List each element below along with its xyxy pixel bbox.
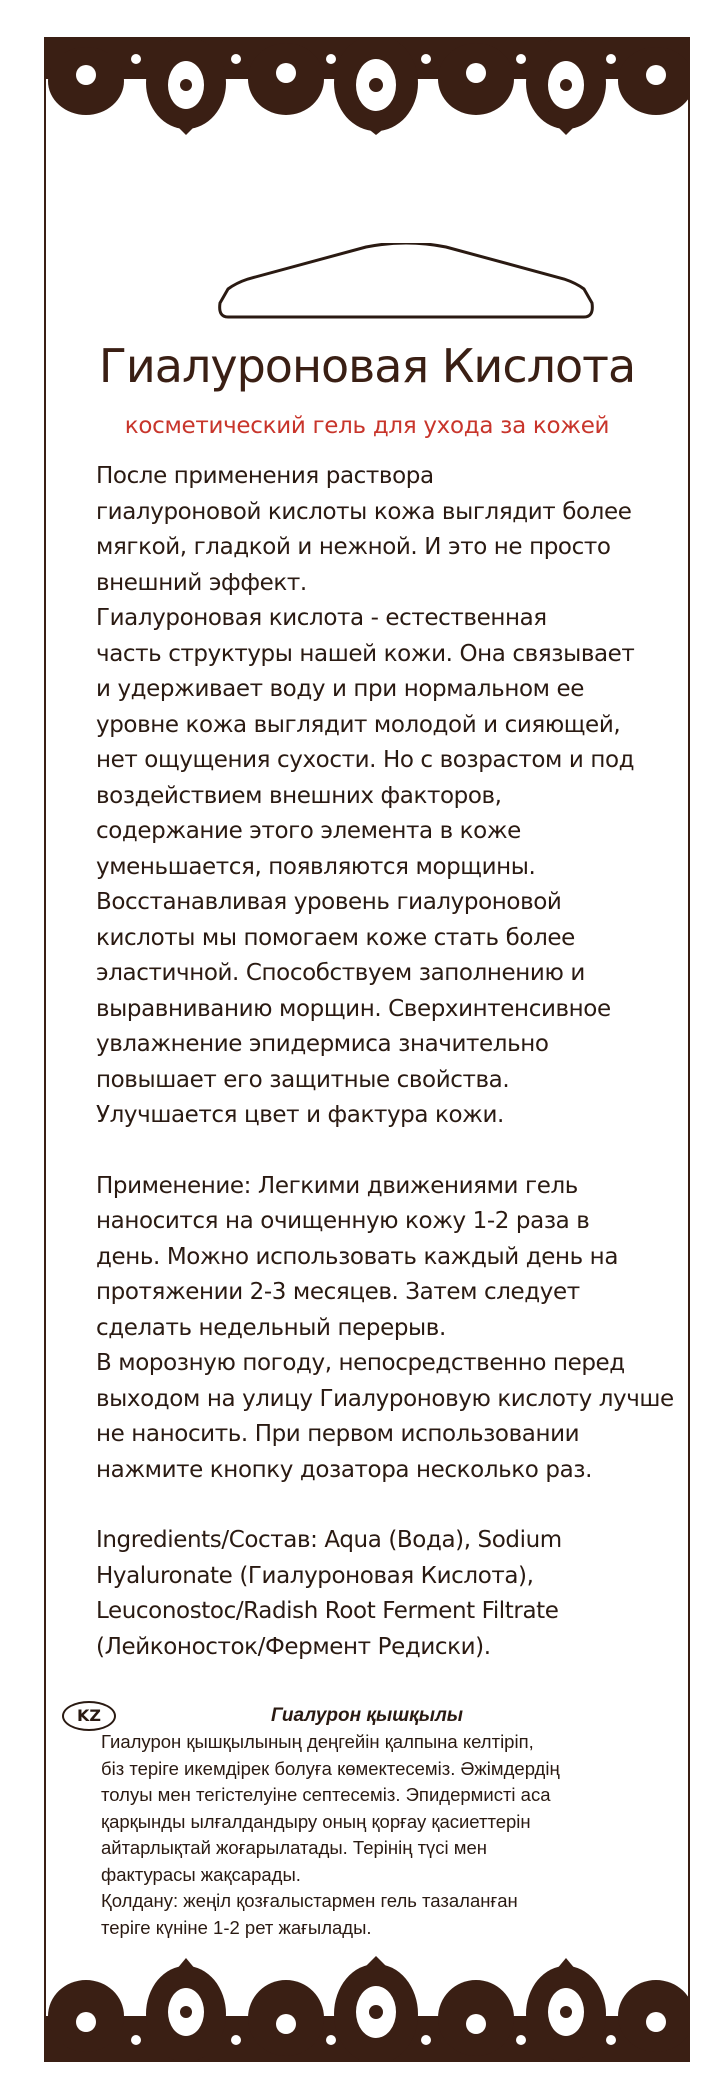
hang-hole <box>216 243 596 329</box>
text-line: уменьшается, появляются морщины. <box>96 853 536 880</box>
text-line: фактурасы жақсарады. <box>101 1863 301 1885</box>
text-line: сделать недельный перерыв. <box>96 1314 446 1341</box>
kazakh-text <box>101 1729 671 1941</box>
text-line: уровне кожа выглядит молодой и сияющей, <box>96 711 621 738</box>
text-line: не наносить. При первом использовании <box>96 1421 580 1447</box>
text-line: воздействием внешних факторов, <box>96 782 502 809</box>
text-line: біз теріге икемдірек болуға көмектесеміз. Әжімдердің <box>101 1757 560 1779</box>
description-block <box>96 459 681 1134</box>
text-line: Восстанавливая уровень гиалуроновой <box>96 889 562 915</box>
text-line: повышает его защитные свойства. <box>96 1066 510 1093</box>
text-line: Гиалуроновая кислота - естественная <box>96 605 547 631</box>
text-line: После применения раствора <box>96 463 434 489</box>
text-line: внешний эффект. <box>96 569 307 596</box>
lace-border-top <box>46 39 688 135</box>
paragraph-gap <box>96 1134 681 1169</box>
lace-border-bottom <box>46 1954 688 2060</box>
text-line: наносится на очищенную кожу 1-2 раза в <box>96 1208 590 1234</box>
text-line: нажмите кнопку дозатора несколько раз. <box>96 1456 592 1483</box>
product-title: Гиалуроновая Кислота <box>98 339 636 393</box>
russian-text <box>96 459 681 1665</box>
kz-language-badge: KZ <box>62 1701 116 1731</box>
product-card <box>44 37 690 2062</box>
kazakh-title: Гиалурон қышқылы <box>270 1705 464 1726</box>
text-line: теріге күніне 1-2 рет жағылады. <box>101 1916 372 1938</box>
text-line: часть структуры нашей кожи. Она связывает <box>96 640 635 667</box>
text-line: содержание этого элемента в коже <box>96 818 521 844</box>
text-line: мягкой, гладкой и нежной. И это не просто <box>96 534 611 560</box>
text-line: протяжении 2-3 месяцев. Затем следует <box>96 1279 580 1305</box>
text-line: увлажнение эпидермиса значительно <box>96 1031 549 1057</box>
product-subtitle: косметический гель для ухода за кожей <box>124 413 610 439</box>
text-line: Ingredients/Состав: Aqua (Вода), Sodium <box>96 1527 562 1553</box>
text-line: и удерживает воду и при нормальном ее <box>96 676 584 702</box>
text-line: Улучшается цвет и фактура кожи. <box>96 1102 504 1128</box>
text-line: гиалуроновой кислоты кожа выглядит более <box>96 498 632 525</box>
text-line: Гиалурон қышқылының деңгейін қалпына келтіріп, <box>101 1731 534 1752</box>
text-line: қарқынды ылғалдандыру оның қорғау қасиеттерін <box>101 1810 531 1832</box>
text-line: (Лейконосток/Фермент Редиски). <box>96 1633 491 1660</box>
text-line: В морозную погоду, непосредственно перед <box>96 1350 625 1376</box>
usage-block <box>96 1169 681 1489</box>
text-line: нет ощущения сухости. Но с возрастом и под <box>96 747 635 773</box>
text-line: толуы мен тегістелуіне септесеміз. Эпидермисті аса <box>101 1784 551 1805</box>
ingredients-block <box>96 1523 681 1665</box>
text-line: день. Можно использовать каждый день на <box>96 1243 619 1270</box>
text-line: Применение: Легкими движениями гель <box>96 1172 578 1199</box>
text-line: эластичной. Способствуем заполнению и <box>96 960 585 986</box>
text-line: выравниванию морщин. Сверхинтенсивное <box>96 995 611 1022</box>
text-line: Қолдану: жеңіл қозғалыстармен гель тазаланған <box>101 1890 518 1911</box>
text-line: Hyaluronate (Гиалуроновая Кислота), <box>96 1562 534 1589</box>
text-line: айтарлықтай жоғарылатады. Терінің түсі мен <box>101 1837 488 1858</box>
text-line: выходом на улицу Гиалуроновую кислоту лучше <box>96 1385 674 1412</box>
text-line: Leuconostoc/Radish Root Ferment Filtrate <box>96 1598 559 1624</box>
paragraph-gap <box>96 1488 681 1523</box>
text-line: кислоты мы помогаем коже стать более <box>96 924 575 951</box>
